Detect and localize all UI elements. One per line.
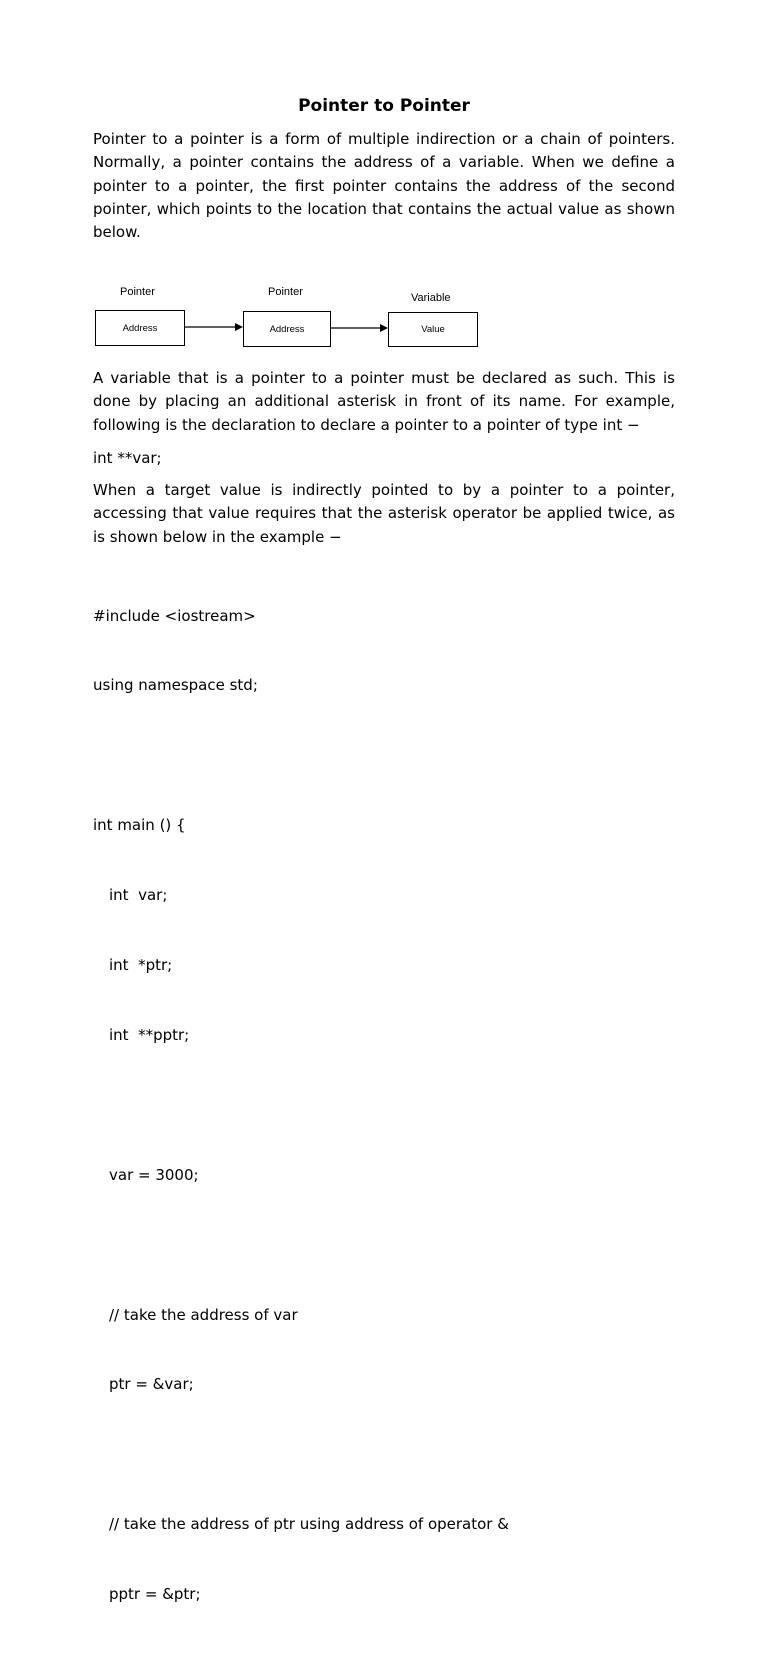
declaration-paragraph: A variable that is a pointer to a pointer must be declared as such. This is done by placing an additional asterisk in front of its name. For example, following is the declaration to declare a pointer to a pointer of type int − (93, 369, 675, 434)
code-line: int *ptr; (109, 956, 173, 975)
node-label-variable: Variable (411, 292, 451, 304)
node-box-address-1: Address (95, 310, 185, 346)
arrow-2 (331, 324, 388, 332)
node-label-pointer-2: Pointer (268, 286, 303, 298)
node-box-address-2: Address (243, 311, 331, 347)
pointer-chain-diagram (93, 282, 483, 352)
diagram-arrows (93, 282, 483, 352)
code-line (93, 1094, 509, 1117)
node-label-pointer-1: Pointer (120, 286, 155, 298)
page-title: Pointer to Pointer (298, 96, 470, 116)
code-line (93, 1443, 509, 1466)
arrow-1 (185, 323, 243, 331)
code-line: // take the address of var (109, 1305, 298, 1324)
code-example (93, 558, 509, 1653)
code-line: // take the address of ptr using address of operator & (109, 1515, 509, 1534)
code-line: pptr = &ptr; (109, 1585, 201, 1604)
code-line: using namespace std; (93, 676, 258, 695)
declaration-code: int **var; (93, 449, 162, 467)
code-line: int var; (109, 886, 168, 905)
code-line: ptr = &var; (109, 1375, 194, 1394)
code-line: int **pptr; (109, 1025, 190, 1044)
code-line (93, 744, 509, 767)
code-line: var = 3000; (109, 1165, 199, 1184)
code-line: #include <iostream> (93, 606, 256, 625)
double-indirection-paragraph: When a target value is indirectly pointed to by a pointer to a pointer, accessing that value requires that the asterisk operator be applied twice, as is shown below in the example − (93, 481, 675, 546)
code-line (93, 1234, 509, 1257)
node-box-value: Value (388, 312, 478, 347)
intro-paragraph: Pointer to a pointer is a form of multiple indirection or a chain of pointers. Normally, a pointer contains the address of a variable. When we define a pointer to a pointer, the first pointer contains the address of the second pointer, which points to the location that contains the actual value as shown below. (93, 130, 675, 242)
code-line: int main () { (93, 816, 186, 835)
